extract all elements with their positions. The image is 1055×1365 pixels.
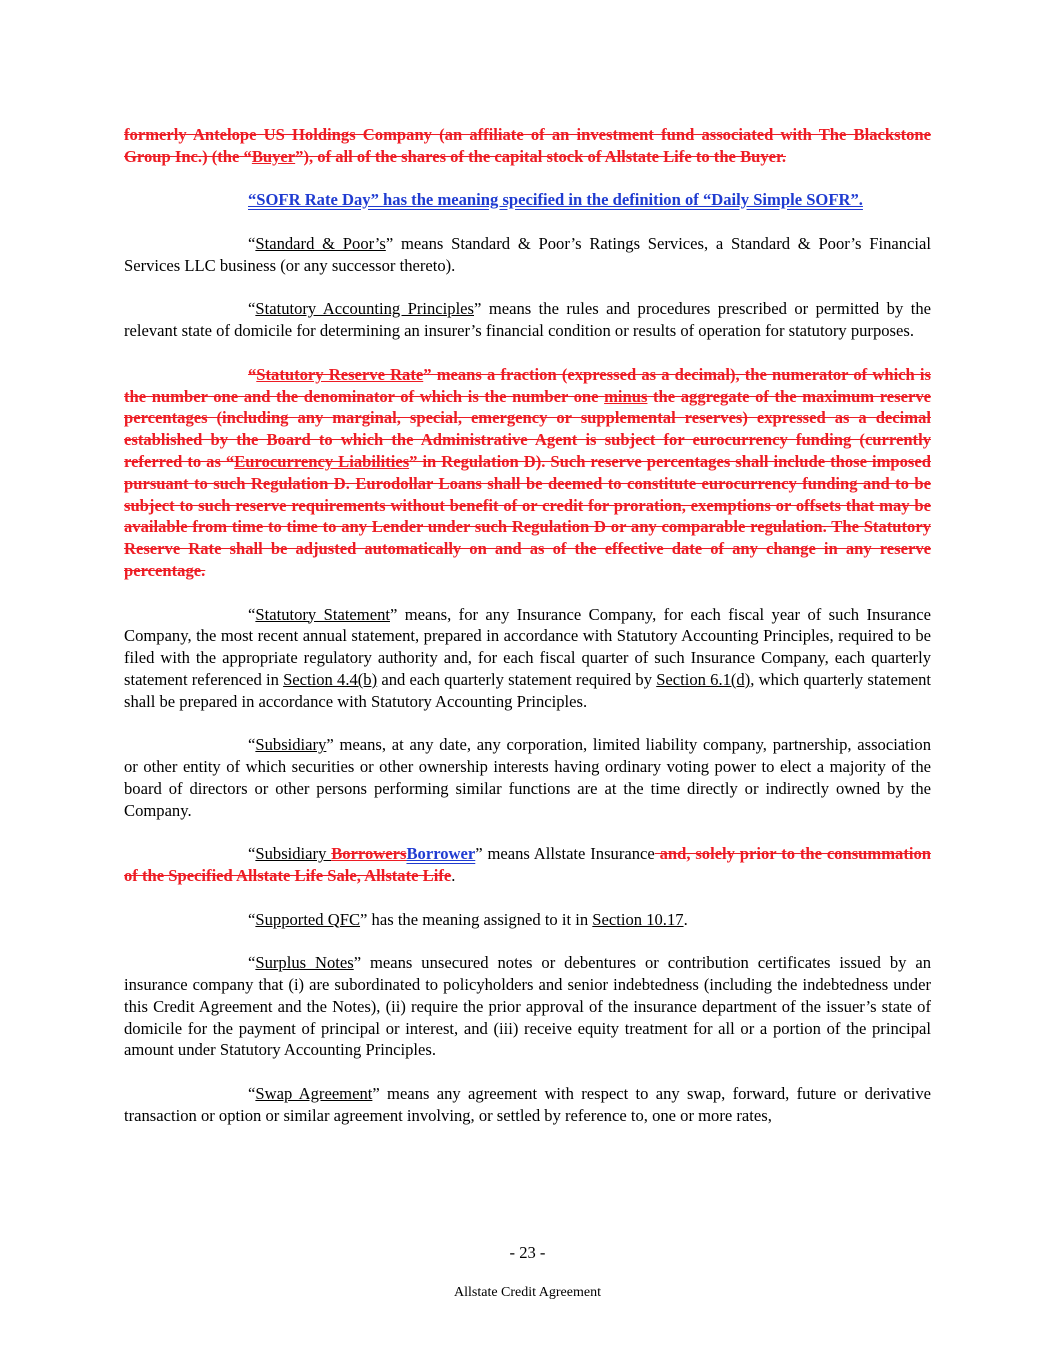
- deleted-text: and, solely prior to the consummation of the Specified Allstate Life Sale, Allstate Life: [124, 844, 931, 886]
- definition-paragraph: [124, 604, 931, 713]
- deleted-text: ”), of all of the shares of the capital stock of Allstate Life to the Buyer.: [295, 146, 787, 166]
- defined-term: Swap Agreement: [255, 1084, 373, 1104]
- defined-term: Section 10.17: [592, 909, 684, 929]
- text-run: ” means Standard & Poor’s Ratings Services, a Standard & Poor’s Financial Services LLC business (or any successor thereto).: [124, 233, 931, 275]
- definition-paragraph: [124, 909, 931, 931]
- text-run: ” has the meaning assigned to it in: [360, 909, 593, 929]
- definition-paragraph: [124, 189, 931, 211]
- deleted-defined-term: Borrowers: [331, 844, 407, 864]
- deleted-text: ” means a fraction (expressed as a decimal), the numerator of which is the number one and the denominator of which is the number one: [124, 364, 931, 406]
- defined-term: Supported QFC: [255, 909, 361, 929]
- defined-term: Statutory Statement: [255, 604, 390, 624]
- text-run: “: [248, 953, 256, 973]
- text-run: ” means Allstate Insurance: [475, 844, 655, 864]
- deleted-text: formerly Antelope US Holdings Company (an affiliate of an investment fund associated with The Blackstone Group Inc.) (the “: [124, 125, 931, 166]
- text-run: “: [248, 604, 256, 624]
- inserted-text: “SOFR Rate Day” has the meaning specified in the definition of “Daily Simple SOFR”.: [248, 190, 863, 210]
- text-run: “: [248, 299, 256, 319]
- footer-title: Allstate Credit Agreement: [454, 1285, 601, 1300]
- defined-term: Subsidiary: [255, 735, 327, 755]
- text-run: “: [248, 844, 256, 864]
- deleted-defined-term: minus: [604, 386, 648, 406]
- defined-term: Section 6.1(d): [656, 669, 751, 689]
- defined-term: Standard & Poor’s: [255, 233, 386, 253]
- text-run: ” means any agreement with respect to any swap, forward, future or derivative transaction or option or similar agreement involving, or settled by reference to, one or more rates,: [124, 1084, 932, 1125]
- inserted-text: Borrower: [406, 844, 476, 864]
- text-run: ” means, at any date, any corporation, limited liability company, partnership, association or other entity of which securities or other ownership interests having ordinary voting power to elect a majority of the board of directors or other persons performing similar functions are at the time directly or indirectly owned by the Company.: [124, 735, 931, 820]
- text-run: “: [248, 909, 256, 929]
- text-run: ” means the rules and procedures prescribed or permitted by the relevant state of domicile for determining an insurer’s financial condition or results of operation for statutory purposes.: [124, 299, 931, 341]
- definition-paragraph: [124, 124, 931, 168]
- defined-term: Statutory Accounting Principles: [255, 299, 474, 319]
- definition-paragraph: [124, 364, 931, 582]
- deleted-text: the aggregate of the maximum reserve percentages (including any marginal, special, emergency or supplemental reserves) expressed as a decimal established by the Board to which the Administrative Agent is subject for eurocurrency funding (currently referred to as “: [124, 386, 931, 471]
- text-run: .: [451, 866, 456, 886]
- text-run: and each quarterly statement required by: [377, 669, 657, 689]
- deleted-text: ” in Regulation D). Such reserve percentages shall include those imposed pursuant to such Regulation D. Eurodollar Loans shall be deemed to constitute eurocurrency funding and to be subject to such reserve requirements without benefit of or credit for proration, exemptions or offsets that may be available from time to time to any Lender under such Regulation D or any comparable regulation. The Statutory Reserve Rate shall be adjusted automatically on and as of the effective date of any change in any reserve percentage.: [124, 451, 931, 580]
- text-run: “: [248, 233, 256, 253]
- page-number: - 23 -: [509, 1243, 546, 1262]
- defined-term: Subsidiary: [255, 844, 332, 864]
- text-run: .: [683, 909, 688, 929]
- definition-paragraph: [124, 1083, 931, 1127]
- text-run: , which quarterly statement shall be prepared in accordance with Statutory Accounting Principles.: [124, 669, 932, 711]
- definition-paragraph: [124, 952, 931, 1061]
- text-run: “: [248, 735, 256, 755]
- definition-paragraph: [124, 734, 931, 821]
- deleted-defined-term: Statutory Reserve Rate: [256, 364, 424, 384]
- definition-paragraph: [124, 843, 931, 887]
- deleted-defined-term: Eurocurrency Liabilities: [234, 451, 410, 471]
- deleted-defined-term: Buyer: [251, 146, 296, 166]
- definition-paragraph: [124, 233, 931, 277]
- text-run: ” means unsecured notes or debentures or contribution certificates issued by an insurance company that (i) are subordinated to policyholders and senior indebtedness (including the indebtedness under this Credit Agreement and the Notes), (ii) require the prior approval of the insurance department of the issuer’s state of domicile for the payment of principal or interest, and (iii) receive equity treatment for all or a portion of the principal amount under Statutory Accounting Principles.: [124, 953, 931, 1060]
- text-run: ” means, for any Insurance Company, for each fiscal year of such Insurance Company, the most recent annual statement, prepared in accordance with Statutory Accounting Principles, required to be filed with the appropriate regulatory authority and, for each fiscal quarter of such Insurance Company, each quarterly statement referenced in: [124, 604, 931, 689]
- text-run: “: [248, 1084, 256, 1104]
- deleted-text: “: [248, 364, 257, 384]
- defined-term: Section 4.4(b): [283, 669, 378, 689]
- definition-paragraph: [124, 298, 931, 342]
- document-body: [124, 124, 931, 1148]
- defined-term: Surplus Notes: [255, 953, 354, 973]
